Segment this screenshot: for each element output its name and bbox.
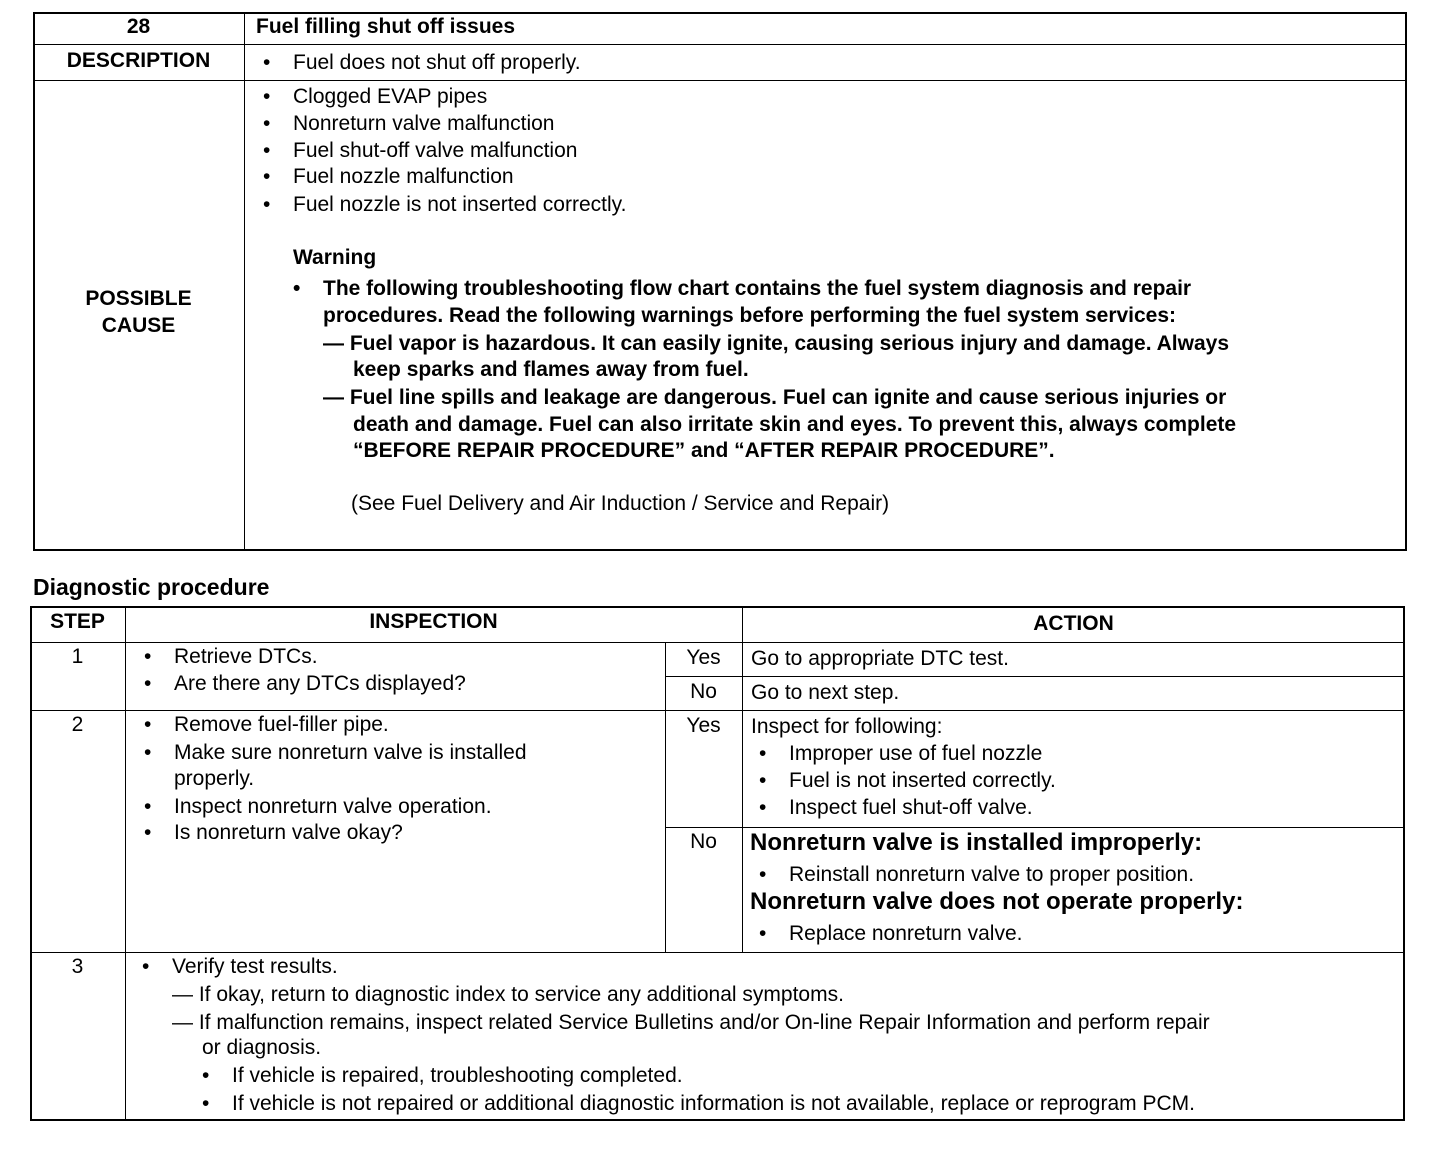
description-label: DESCRIPTION xyxy=(66,49,211,72)
header-step: STEP xyxy=(50,610,105,633)
section-heading: Diagnostic procedure xyxy=(33,574,270,600)
yes-action: Inspect for following: xyxy=(751,715,943,738)
divider xyxy=(30,710,1405,711)
warning-title: Warning xyxy=(293,246,377,269)
cause-item: • Fuel nozzle malfunction xyxy=(293,164,514,190)
cause-item: • Fuel nozzle is not inserted correctly. xyxy=(293,192,626,218)
description-text: • Fuel does not shut off properly. xyxy=(293,50,581,76)
divider xyxy=(244,12,245,551)
no-action-item: • Replace nonreturn valve. xyxy=(789,921,1022,947)
warning-line: — Fuel vapor is hazardous. It can easily ignite, causing serious injury and damage. Always xyxy=(323,332,1229,355)
yes-action-item: • Improper use of fuel nozzle xyxy=(789,741,1042,767)
no-action: Go to next step. xyxy=(751,681,900,704)
cause-item: • Nonreturn valve malfunction xyxy=(293,111,554,137)
inspection-item: • Are there any DTCs displayed? xyxy=(174,671,466,697)
divider xyxy=(33,44,1407,45)
yes-action-item: • Inspect fuel shut-off valve. xyxy=(789,795,1033,821)
header-action: ACTION xyxy=(1033,612,1114,635)
warning-line: keep sparks and flames away from fuel. xyxy=(353,358,749,381)
inspection-item: • Inspect nonreturn valve operation. xyxy=(174,794,492,820)
header-inspection: INSPECTION xyxy=(369,610,498,633)
warning-line: “BEFORE REPAIR PROCEDURE” and “AFTER REPAIR PROCEDURE”. xyxy=(353,439,1055,462)
warning-line: • The following troubleshooting flow chart contains the fuel system diagnosis and repair xyxy=(323,276,1191,302)
cause-item: • Fuel shut-off valve malfunction xyxy=(293,138,577,164)
no-action-heading: Nonreturn valve is installed improperly: xyxy=(750,829,1203,856)
step3-line: — If okay, return to diagnostic index to service any additional symptoms. xyxy=(172,983,844,1006)
step-number: 3 xyxy=(71,955,84,978)
inspection-item: • Retrieve DTCs. xyxy=(174,644,318,670)
symptom-number: 28 xyxy=(126,15,151,38)
step-number: 1 xyxy=(71,645,84,668)
possible-cause-label: POSSIBLE xyxy=(85,287,192,310)
symptom-title: Fuel filling shut off issues xyxy=(256,15,516,38)
inspection-item: properly. xyxy=(174,767,255,790)
warning-line: procedures. Read the following warnings before performing the fuel system services: xyxy=(323,304,1177,327)
warning-line: — Fuel line spills and leakage are dangerous. Fuel can ignite and cause serious injuries or xyxy=(323,386,1227,409)
cause-item: • Clogged EVAP pipes xyxy=(293,84,487,110)
step3-line: — If malfunction remains, inspect related Service Bulletins and/or On-line Repair Information and perform repair xyxy=(172,1011,1210,1034)
no-action-item: • Reinstall nonreturn valve to proper position. xyxy=(789,862,1194,888)
yes-label: Yes xyxy=(686,646,721,669)
possible-cause-label: CAUSE xyxy=(101,314,176,337)
step3-line: • Verify test results. xyxy=(172,954,338,980)
divider xyxy=(30,642,1405,643)
warning-line: death and damage. Fuel can also irritate skin and eyes. To prevent this, always complete xyxy=(353,413,1237,436)
step3-line: or diagnosis. xyxy=(202,1036,322,1059)
no-action-heading: Nonreturn valve does not operate properly: xyxy=(750,888,1244,915)
inspection-item: • Make sure nonreturn valve is installed xyxy=(174,740,527,766)
step3-line: • If vehicle is not repaired or additional diagnostic information is not available, replace or reprogram PCM. xyxy=(232,1091,1195,1117)
inspection-item: • Is nonreturn valve okay? xyxy=(174,820,403,846)
step-number: 2 xyxy=(71,713,84,736)
no-label: No xyxy=(690,830,717,853)
yes-action-item: • Fuel is not inserted correctly. xyxy=(789,768,1056,794)
yes-action: Go to appropriate DTC test. xyxy=(751,647,1009,670)
divider xyxy=(125,606,126,1121)
no-label: No xyxy=(690,680,717,703)
divider xyxy=(33,80,1407,81)
divider xyxy=(30,952,1405,953)
divider xyxy=(742,606,743,952)
step3-line: • If vehicle is repaired, troubleshooting completed. xyxy=(232,1063,683,1089)
inspection-item: • Remove fuel-filler pipe. xyxy=(174,712,389,738)
yes-label: Yes xyxy=(686,714,721,737)
divider xyxy=(665,827,1405,828)
divider xyxy=(665,676,1405,677)
reference-link-text: (See Fuel Delivery and Air Induction / Service and Repair) xyxy=(351,492,890,515)
